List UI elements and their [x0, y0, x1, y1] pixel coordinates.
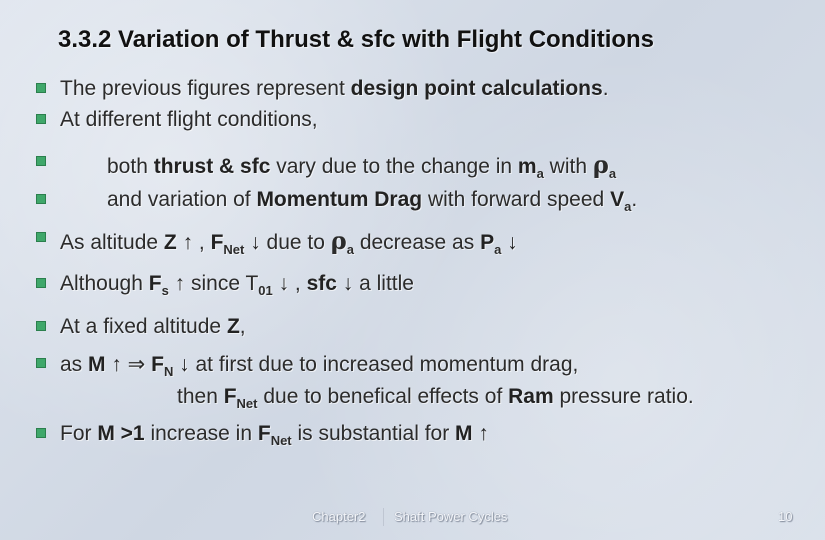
- bullet-icon: [36, 114, 46, 124]
- bullet-icon: [36, 358, 46, 368]
- bullet-icon: [36, 156, 46, 166]
- slide-title: 3.3.2 Variation of Thrust & sfc with Flight Conditions: [58, 26, 655, 53]
- bullet-icon: [36, 278, 46, 288]
- footer-chapter: Chapter2: [312, 509, 366, 524]
- slide-number: 10: [778, 509, 793, 524]
- bullet-icon: [36, 232, 46, 242]
- footer-divider: [383, 508, 384, 526]
- bullet-icon: [36, 194, 46, 204]
- bullet-icon: [36, 428, 46, 438]
- footer-topic: Shaft Power Cycles: [394, 509, 508, 524]
- bullet-icon: [36, 83, 46, 93]
- bullet-icon: [36, 321, 46, 331]
